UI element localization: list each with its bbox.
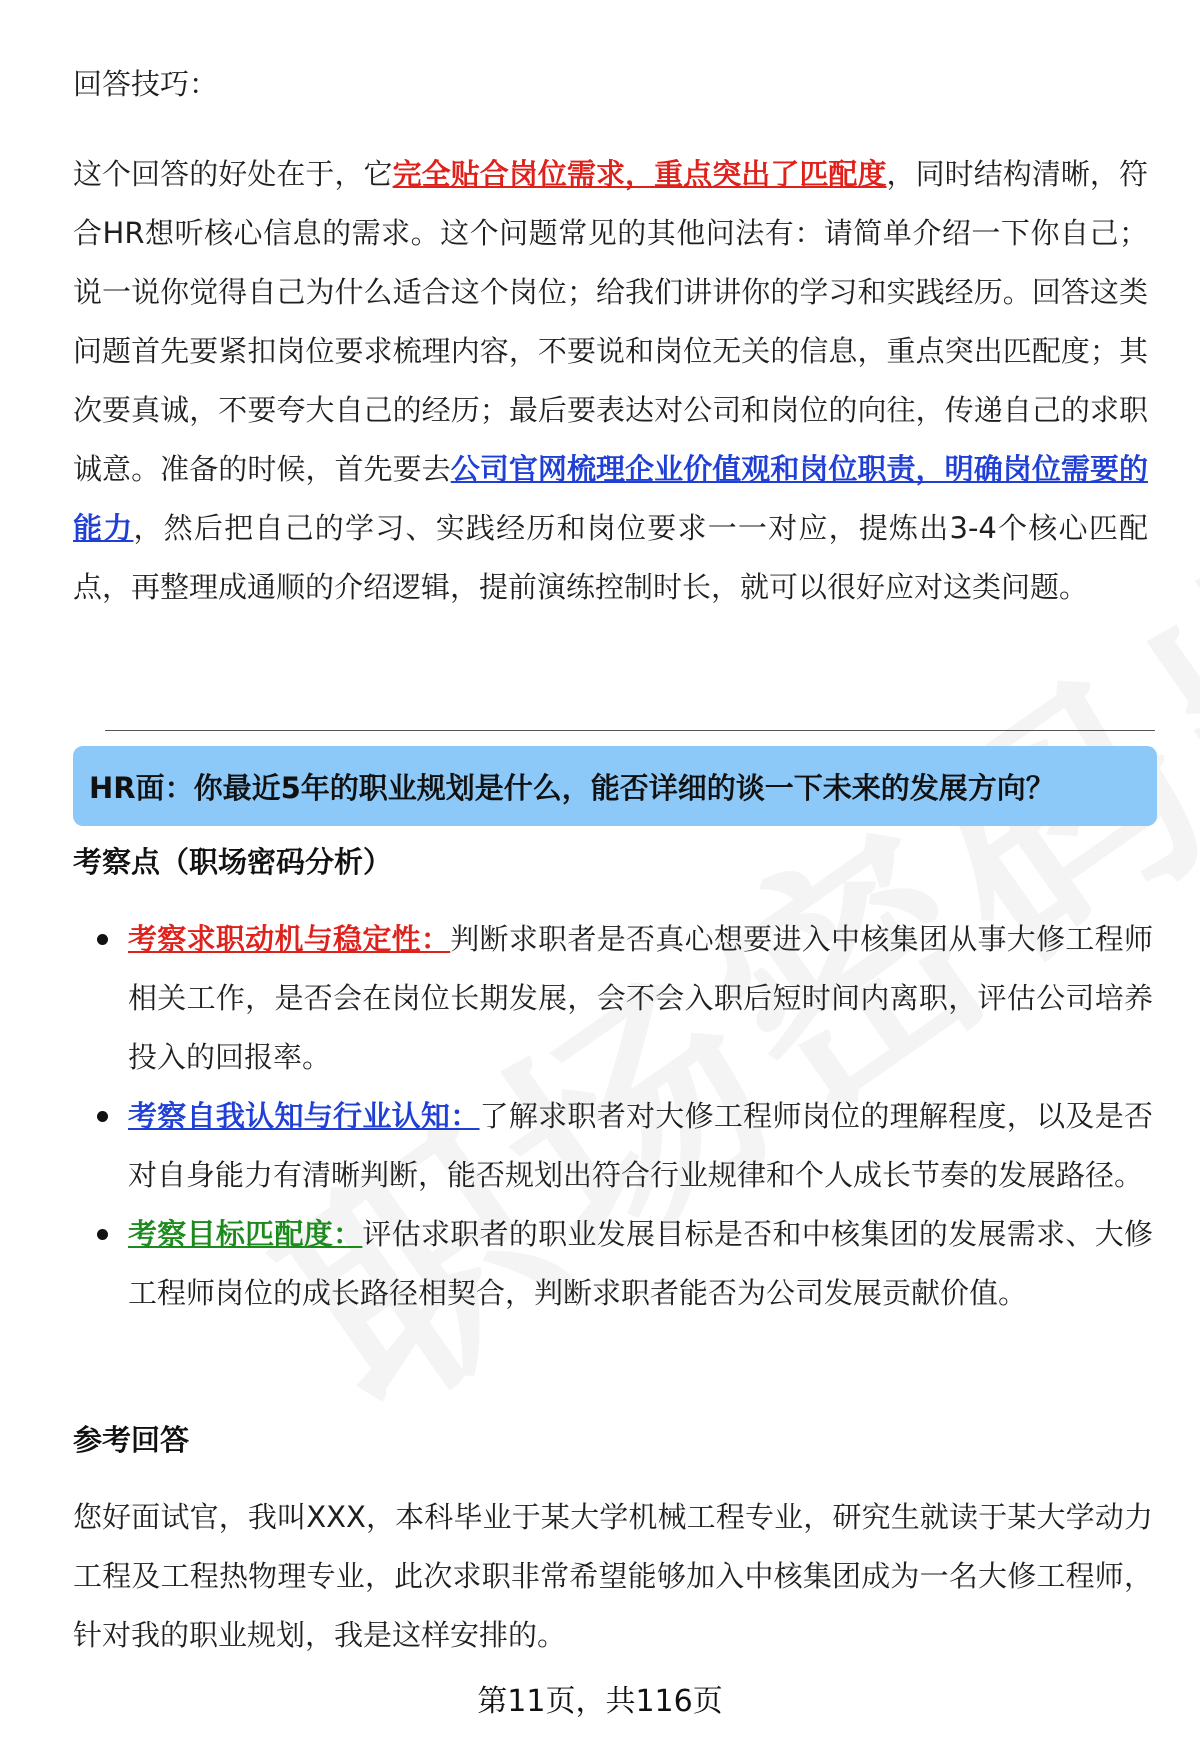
tip-text-2: ，同时结构清晰，符合HR想听核心信息的需求。这个问题常见的其他问法有：请简单介绍一下你自己；说一说你觉得自己为什么适合这个岗位；给我们讲讲你的学习和实践经历。回答这类问题首先要紧扣岗位要求梳理内容，不要说和岗位无关的信息，重点突出匹配度；其次要真诚，不要夸大自己的经历；最后要表达对公司和岗位的向往，传递自己的求职诚意。准备的时候，首先要去 <box>73 157 1148 486</box>
analysis-item-text: 判断求职者是否真心想要进入中核集团从事大修工程师相关工作，是否会在岗位长期发展，会不会入职后短时间内离职，评估公司培养投入的回报率。 <box>128 922 1153 1074</box>
analysis-item-label: 考察自我认知与行业认知： <box>128 1099 480 1133</box>
tip-text-1: 这个回答的好处在于，它 <box>73 157 393 191</box>
analysis-item-text: 评估求职者的职业发展目标是否和中核集团的发展需求、大修工程师岗位的成长路径相契合，判断求职者能否为公司发展贡献价值。 <box>128 1217 1153 1310</box>
bullet-icon <box>97 1111 108 1122</box>
analysis-item-label: 考察求职动机与稳定性： <box>128 922 451 956</box>
reference-answer: 您好面试官，我叫XXX，本科毕业于某大学机械工程专业，研究生就读于某大学动力工程及工程热物理专业，此次求职非常希望能够加入中核集团成为一名大修工程师，针对我的职业规划，我是这样安排的。 <box>73 1500 1153 1652</box>
question-box <box>73 746 1157 826</box>
tip-highlight-red: 完全贴合岗位需求，重点突出了匹配度 <box>392 157 887 191</box>
bullet-icon <box>97 934 108 945</box>
question-text: HR面：你最近5年的职业规划是什么，能否详细的谈一下未来的发展方向？ <box>89 770 1055 805</box>
analysis-title: 考察点（职场密码分析） <box>73 845 393 879</box>
tip-paragraph <box>73 145 1148 617</box>
analysis-item <box>73 1205 1153 1323</box>
tip-text-3: ，然后把自己的学习、实践经历和岗位要求一一对应，提炼出3-4个核心匹配点，再整理成通顺的介绍逻辑，提前演练控制时长，就可以很好应对这类问题。 <box>73 511 1148 604</box>
analysis-list <box>73 910 1153 1323</box>
analysis-item <box>73 1087 1153 1205</box>
reference-title: 参考回答 <box>73 1423 190 1457</box>
analysis-item <box>73 910 1153 1087</box>
section-divider <box>105 730 1155 731</box>
analysis-item-label: 考察目标匹配度： <box>128 1217 363 1251</box>
tip-highlight-blue: 公司官网梳理企业价值观和岗位职责，明确岗位需要的能力 <box>73 452 1148 545</box>
analysis-item-text: 了解求职者对大修工程师岗位的理解程度，以及是否对自身能力有清晰判断，能否规划出符合行业规律和个人成长节奏的发展路径。 <box>128 1099 1153 1192</box>
bullet-icon <box>97 1229 108 1240</box>
page-number: 第11页，共116页 <box>477 1684 723 1719</box>
tip-heading: 回答技巧： <box>73 67 219 101</box>
